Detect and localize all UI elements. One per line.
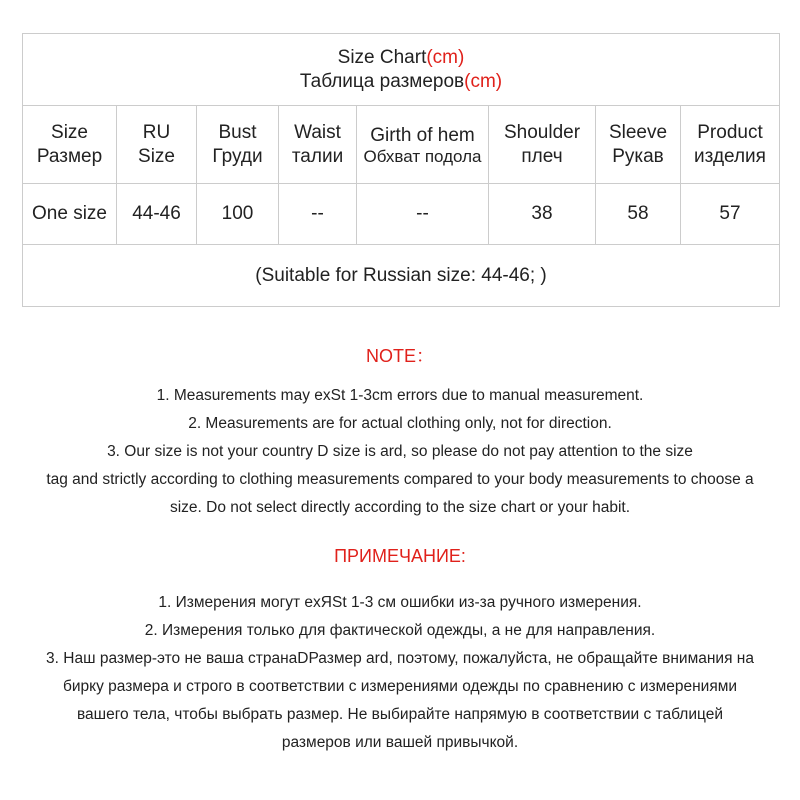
note-ru-line: 1. Измерения могут exЯSt 1-3 см ошибки из-за ручного измерения. (158, 594, 642, 611)
suitable-size-note: (Suitable for Russian size: 44-46; ) (23, 245, 780, 307)
title-en: Size Chart (337, 46, 427, 68)
note-ru-body (0, 589, 800, 757)
cell-sleeve: 58 (596, 184, 681, 245)
header-shoulder: Shoulder плеч (489, 106, 596, 184)
title-ru: Таблица размеров (299, 70, 465, 92)
note-ru-line: 3. Наш размер-это не ваша странаDРазмер ard, поэтому, пожалуйста, не обращайте внимания на (46, 650, 754, 667)
header-girth-of-hem: Girth of hem Обхват подола (357, 106, 489, 184)
cell-girth-of-hem: -- (357, 184, 489, 245)
header-product: Product изделия (681, 106, 780, 184)
note-ru-title: ПРИМЕЧАНИЕ: (334, 546, 466, 566)
cell-product: 57 (681, 184, 780, 245)
cell-waist: -- (279, 184, 357, 245)
note-en-line: size. Do not select directly according to the size chart or your habit. (169, 499, 631, 516)
header-ru-size: RU Size (117, 106, 197, 184)
note-en-line: 3. Our size is not your country D size is ard, so please do not pay attention to the size (107, 443, 693, 460)
header-size: Size Размер (23, 106, 117, 184)
table-row (23, 184, 780, 245)
note-ru-line: бирку размера и строго в соответствии с измерениями одежды по сравнению с измерениями (62, 678, 738, 695)
note-en-line: tag and strictly according to clothing measurements compared to your body measurements to choose a (46, 471, 754, 488)
note-en-line: 1. Measurements may exSt 1-3cm errors due to manual measurement. (156, 387, 644, 404)
header-sleeve: Sleeve Рукав (596, 106, 681, 184)
note-ru-line: вашего тела, чтобы выбрать размер. Не выбирайте напрямую в соответствии с таблицей (77, 706, 723, 723)
cell-ru-size: 44-46 (117, 184, 197, 245)
note-en-body (0, 382, 800, 522)
note-ru-line: 2. Измерения только для фактической одежды, а не для направления. (144, 622, 656, 639)
note-ru-line: размеров или вашей привычкой. (281, 734, 519, 751)
size-chart-table (22, 33, 780, 307)
note-en-line: 2. Measurements are for actual clothing only, not for direction. (188, 415, 612, 432)
size-chart-title (23, 34, 780, 106)
cell-bust: 100 (197, 184, 279, 245)
header-bust: Bust Груди (197, 106, 279, 184)
note-en-title: NOTE： (365, 346, 434, 366)
cell-shoulder: 38 (489, 184, 596, 245)
cell-size: One size (23, 184, 117, 245)
title-ru-unit: (cm) (464, 70, 503, 92)
header-waist: Waist талии (279, 106, 357, 184)
title-en-unit: (cm) (426, 46, 465, 68)
